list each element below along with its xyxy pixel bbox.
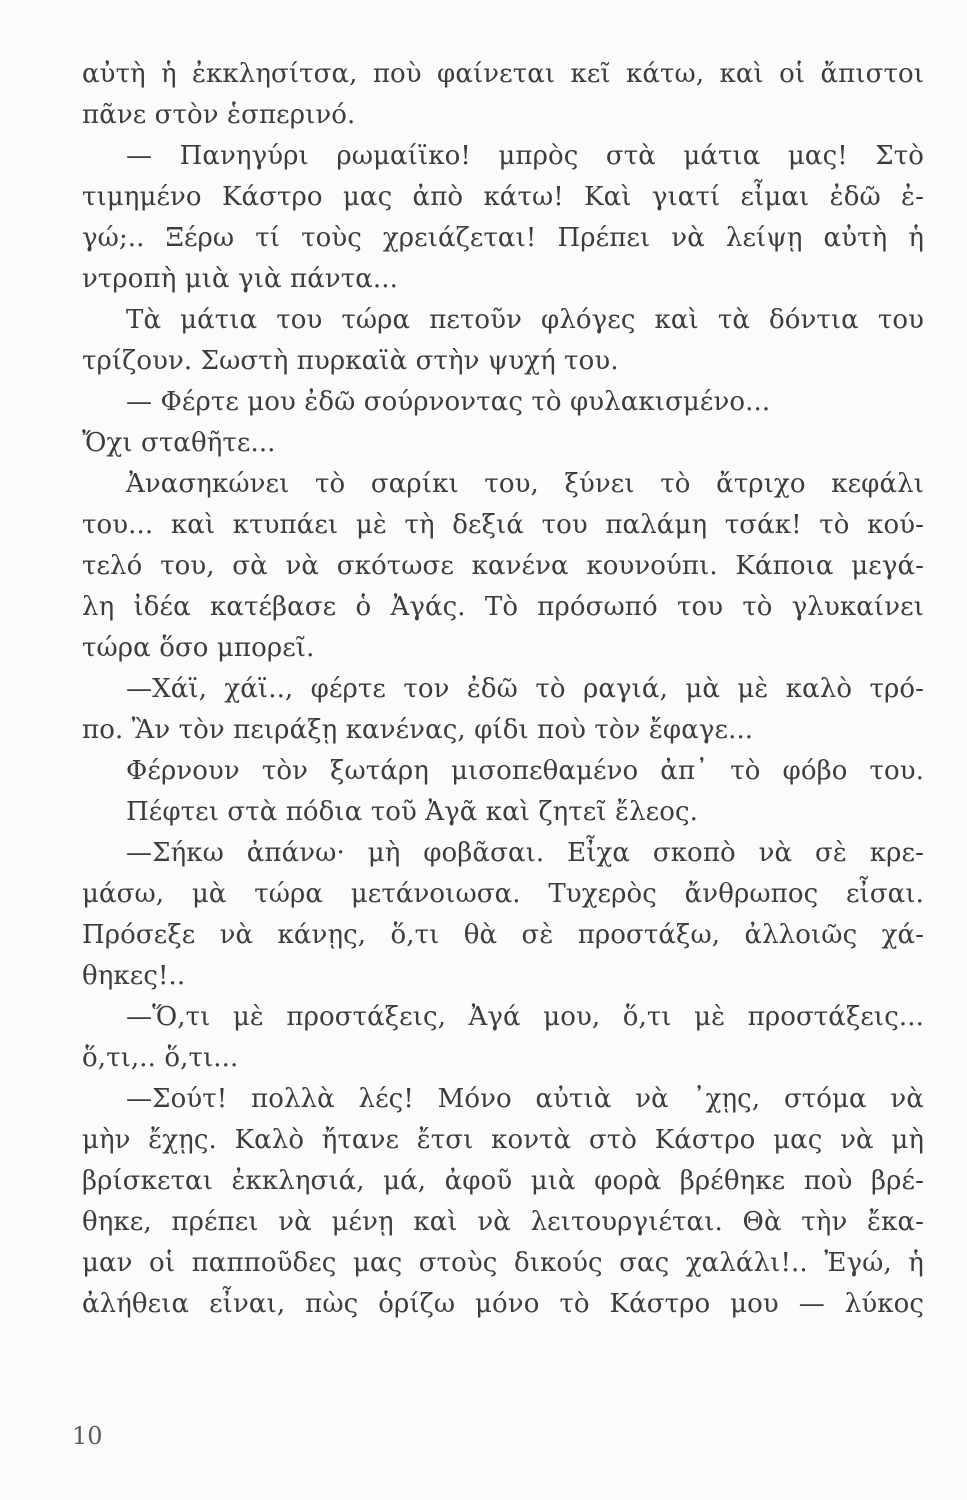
text-line: μάσω, μὰ τώρα μετάνοιωσα. Τυχερὸς ἄνθρωπος εἶσαι. (82, 879, 924, 909)
text-line: τελό του, σὰ νὰ σκότωσε κανένα κουνούπι. Κάποια μεγά- (82, 551, 924, 581)
text-line: βρίσκεται ἐκκλησιά, μά, ἀφοῦ μιὰ φορὰ βρέθηκε ποὺ βρέ- (82, 1166, 924, 1196)
text-line: ἀλήθεια εἶναι, πὼς ὁρίζω μόνο τὸ Κάστρο μου — λύκος (82, 1289, 924, 1319)
text-line: τώρα ὅσο μπορεῖ. (82, 633, 315, 663)
text-line: —Χάϊ, χάϊ.., φέρτε τον ἐδῶ τὸ ραγιά, μὰ μὲ καλὸ τρό- (126, 674, 924, 704)
text-line: —Σήκω ἀπάνω· μὴ φοβᾶσαι. Εἶχα σκοπὸ νὰ σὲ κρε- (126, 838, 924, 868)
text-line: τρίζουν. Σωστὴ πυρκαϊὰ στὴν ψυχή του. (82, 346, 619, 376)
text-line: γώ;.. Ξέρω τί τοὺς χρειάζεται! Πρέπει νὰ λείψῃ αὐτὴ ἡ (82, 223, 924, 253)
text-line: θηκε, πρέπει νὰ μένῃ καὶ νὰ λειτουργιέται. Θὰ τὴν ἔκα- (82, 1207, 924, 1237)
text-line: Τὰ μάτια του τώρα πετοῦν φλόγες καὶ τὰ δόντια του (126, 305, 924, 335)
text-line: αὐτὴ ἡ ἐκκλησίτσα, ποὺ φαίνεται κεῖ κάτω, καὶ οἱ ἄπιστοι (82, 59, 924, 89)
text-line: λη ἰδέα κατέβασε ὁ Ἀγάς. Τὸ πρόσωπό του τὸ γλυκαίνει (82, 592, 924, 622)
text-line: Φέρνουν τὸν ξωτάρη μισοπεθαμένο ἀπ᾽ τὸ φόβο του. (126, 756, 924, 786)
text-line: Πρόσεξε νὰ κάνῃς, ὅ,τι θὰ σὲ προστάξω, ἀλλοιῶς χά- (82, 920, 924, 950)
page-number: 10 (72, 1422, 103, 1450)
text-line: —Σούτ! πολλὰ λές! Μόνο αὐτιὰ νὰ ᾿χῃς, στόμα νὰ (126, 1084, 924, 1114)
text-line: Ἀνασηκώνει τὸ σαρίκι του, ξύνει τὸ ἄτριχο κεφάλι (126, 469, 924, 499)
text-line: ντροπὴ μιὰ γιὰ πάντα... (82, 264, 399, 294)
text-line: —Ὅ,τι μὲ προστάξεις, Ἀγά μου, ὅ,τι μὲ προστάξεις... (126, 1002, 924, 1032)
text-line: ὅ,τι,.. ὅ,τι... (82, 1043, 239, 1073)
text-line: πᾶνε στὸν ἑσπερινό. (82, 100, 356, 130)
text-line: Πέφτει στὰ πόδια τοῦ Ἀγᾶ καὶ ζητεῖ ἔλεος. (126, 797, 698, 827)
text-line: του... καὶ κτυπάει μὲ τὴ δεξιά του παλάμη τσάκ! τὸ κού- (82, 510, 924, 540)
text-line: μαν οἱ παπποῦδες μας στοὺς δικούς σας χαλάλι!.. Ἐγώ, ἡ (82, 1248, 924, 1278)
text-line: Ὄχι σταθῆτε... (82, 428, 276, 458)
text-line: μὴν ἔχῃς. Καλὸ ἤτανε ἔτσι κοντὰ στὸ Κάστρο μας νὰ μὴ (82, 1125, 924, 1155)
text-line: — Πανηγύρι ρωμαίϊκο! μπρὸς στὰ μάτια μας! Στὸ (126, 141, 924, 171)
text-line: τιμημένο Κάστρο μας ἀπὸ κάτω! Καὶ γιατί εἶμαι ἐδῶ ἐ- (82, 182, 924, 212)
text-line: — Φέρτε μου ἐδῶ σούρνοντας τὸ φυλακισμένο... (126, 387, 771, 417)
text-line: πο. Ἂν τὸν πειράξῃ κανένας, φίδι ποὺ τὸν ἔφαγε... (82, 715, 754, 745)
body-text (82, 54, 924, 1325)
text-line: θηκες!.. (82, 961, 186, 991)
